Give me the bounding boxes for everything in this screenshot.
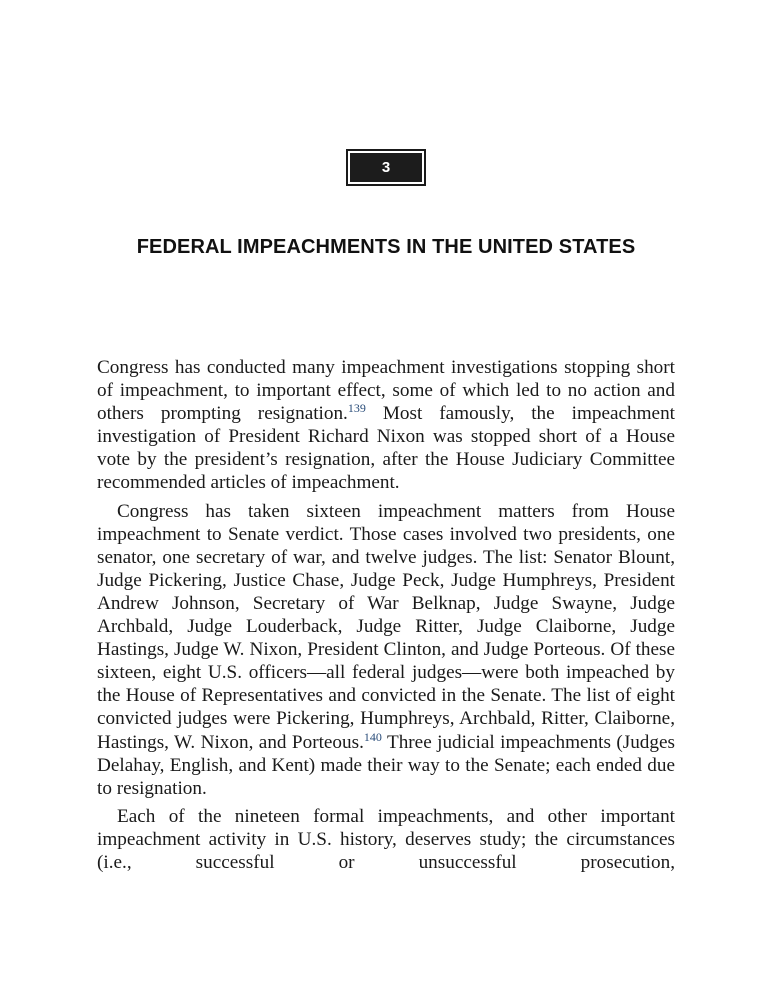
paragraph-1 xyxy=(97,356,675,495)
footnote-ref-140[interactable]: 140 xyxy=(363,729,382,744)
paragraph-1-text-a: Congress has conducted many impeachment investigations stopping short of impeachment, to important effect, some of which led to no action and others prompting resignation. xyxy=(97,357,675,425)
paragraph-2-text-a: Congress has taken sixteen impeachment matters from House impeachment to Senate verdict. Those cases involved two presidents, one senator, one secretary of war, and twelve judges. The list: Senator Blount, Judge Pickering, Justice Chase, Judge Peck, Judge Humphreys, President Andrew Johnson, Secretary of War Belknap, Judge Swayne, Judge Archbald, Judge Louderback, Judge Ritter, Judge Claiborne, Judge Hastings, Judge W. Nixon, President Clinton, and Judge Porteous. Of these sixteen, eight U.S. officers—all federal judges—were both impeached by the House of Representatives and convicted in the Senate. The list of eight convicted judges were Pickering, Humphreys, Archbald, Ritter, Claiborne, Hastings, W. Nixon, and Porteous. xyxy=(97,500,675,753)
paragraph-3 xyxy=(97,805,675,874)
paragraph-3-text: Each of the nineteen formal impeachments, and other important impeachment activity in U.S. history, deserves study; the circumstances (i.e., successful or unsuccessful prosecution, xyxy=(97,805,675,873)
chapter-number-box xyxy=(346,149,426,186)
paragraph-2-text-b: Three judicial impeachments (Judges Delahay, English, and Kent) made their way to the Senate; each ended due to resignation. xyxy=(97,731,675,799)
chapter-title: FEDERAL IMPEACHMENTS IN THE UNITED STATES xyxy=(136,236,636,258)
chapter-body xyxy=(97,356,675,879)
chapter-number: 3 xyxy=(350,153,422,182)
paragraph-2 xyxy=(97,500,675,800)
paragraph-1-text-b: Most famously, the impeachment investigation of President Richard Nixon was stopped short of a House vote by the president’s resignation, after the House Judiciary Committee recommended articles of impeachment. xyxy=(97,403,675,494)
footnote-ref-139[interactable]: 139 xyxy=(347,401,366,416)
